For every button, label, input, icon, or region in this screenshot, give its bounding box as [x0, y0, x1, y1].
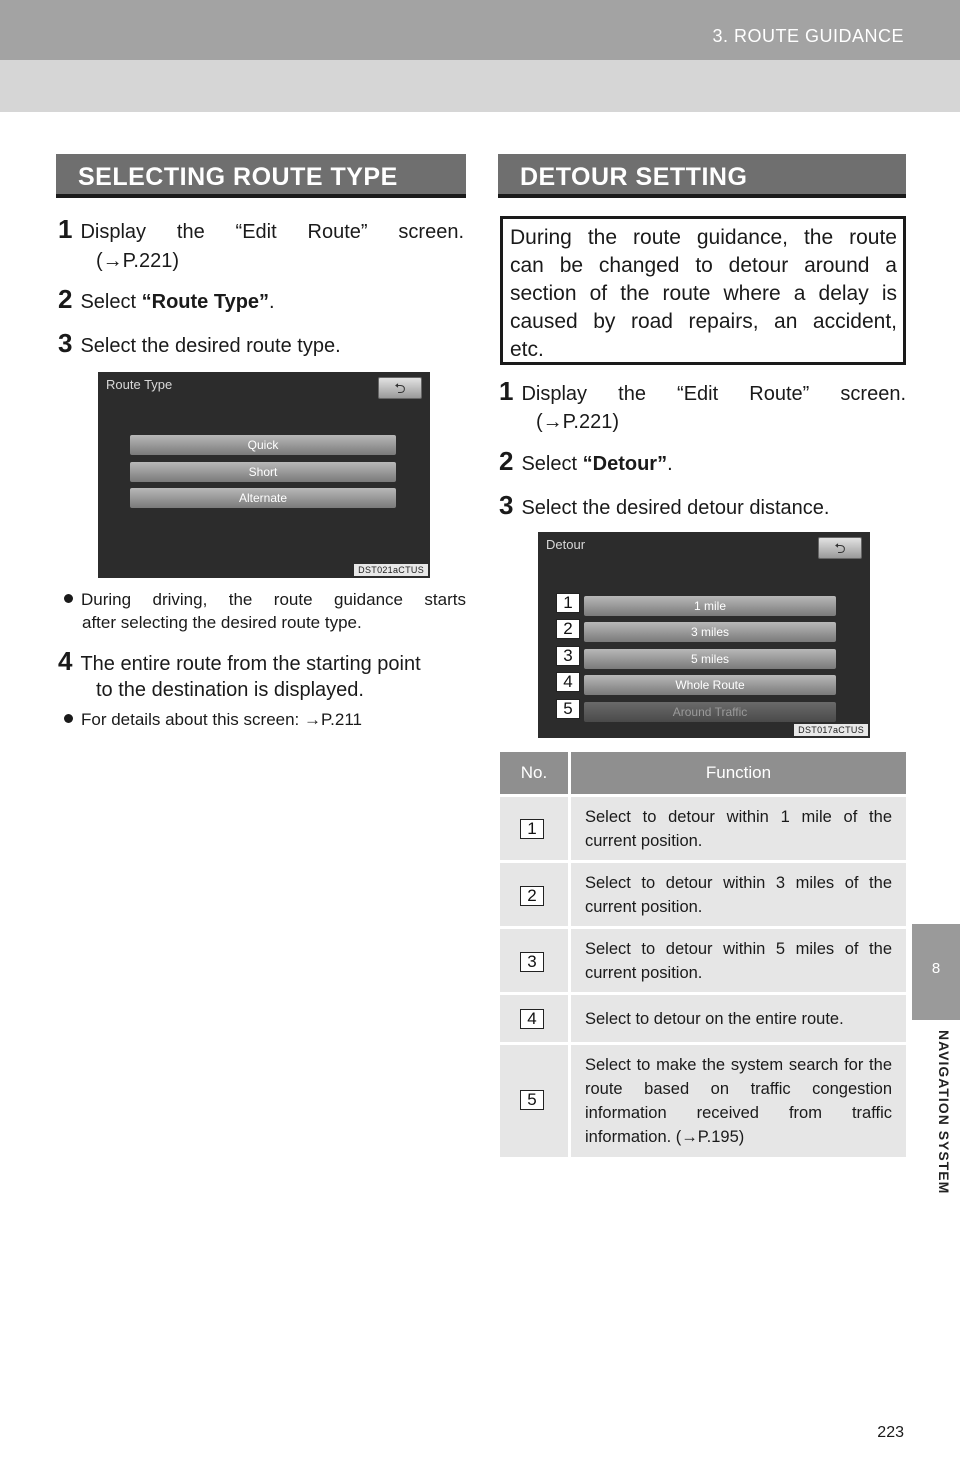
row-number-cell: [500, 995, 571, 1042]
step-text-end: .: [269, 291, 275, 313]
left-bullet-1: [62, 588, 466, 612]
section-number: 8: [931, 960, 941, 977]
detour-5-miles-button[interactable]: 5 miles: [584, 649, 836, 669]
intro-line: can be changed to detour around a: [510, 254, 897, 277]
step-text-end: .: [667, 453, 673, 475]
callout-4: 4: [556, 672, 580, 692]
row-number-tag: 1: [520, 819, 544, 839]
row-function-text: Select to detour on the entire route.: [585, 1009, 844, 1028]
row-number-cell: [500, 929, 571, 992]
detour-3-miles-button[interactable]: 3 miles: [584, 622, 836, 642]
step-number: 1: [58, 214, 73, 244]
left-step-3: [58, 328, 341, 361]
step-number: 3: [58, 328, 73, 358]
left-bullet-2: [62, 708, 362, 732]
row-number-tag: 2: [520, 886, 544, 906]
detour-function-table: [500, 752, 906, 1157]
row-function-text: Select to detour within 3 miles of the current position.: [585, 873, 892, 916]
row-number-cell: [500, 797, 571, 860]
table-header: [500, 752, 906, 794]
left-step-1-ref: (→P.221): [96, 250, 180, 272]
callout-1: 1: [556, 593, 580, 613]
step-number: 4: [58, 646, 73, 676]
callout-3: 3: [556, 646, 580, 666]
row-function-cell: [571, 1045, 906, 1157]
step-number: 3: [499, 490, 514, 520]
step-number: 2: [499, 446, 514, 476]
row-number-cell: [500, 863, 571, 926]
row-function-text: Select to make the system search for the route based on traffic congestion information received from traffic information. (→P.195): [585, 1056, 892, 1146]
table-row: [500, 1042, 906, 1157]
detour-whole-route-button[interactable]: Whole Route: [584, 675, 836, 695]
row-function-cell: [571, 863, 906, 926]
step-text: Display the “Edit Route” screen.: [521, 383, 906, 405]
callout-2: 2: [556, 619, 580, 639]
intro-line: caused by road repairs, an accident,: [510, 310, 897, 333]
route-type-label: “Route Type”: [141, 291, 270, 313]
table-row: [500, 992, 906, 1042]
row-number-tag: 3: [520, 952, 544, 972]
image-code: DST017aCTUS: [794, 724, 868, 736]
intro-line: During the route guidance, the route: [510, 226, 897, 249]
row-function-cell: [571, 995, 906, 1042]
section-label: NAVIGATION SYSTEM: [936, 1030, 952, 1195]
row-function-cell: [571, 797, 906, 860]
header-subband: [0, 60, 960, 112]
row-number-tag: 4: [520, 1009, 544, 1029]
heading-selecting-route-type: SELECTING ROUTE TYPE: [56, 154, 466, 198]
step-number: 2: [58, 284, 73, 314]
left-step-2: [58, 284, 275, 317]
page-number: 223: [877, 1424, 904, 1441]
table-row: [500, 926, 906, 992]
step-number: 1: [499, 376, 514, 406]
right-step-1: [499, 376, 906, 409]
bullet-dot: [64, 714, 73, 723]
row-number-cell: [500, 1045, 571, 1157]
row-function-cell: [571, 929, 906, 992]
screen-title: Detour: [546, 537, 586, 552]
detour-around-traffic-button[interactable]: Around Traffic: [584, 702, 836, 722]
bullet-dot: [64, 594, 73, 603]
left-step-4-cont: to the destination is displayed.: [96, 679, 364, 701]
intro-line: etc.: [510, 338, 544, 361]
chapter-title: 3. ROUTE GUIDANCE: [712, 26, 904, 46]
screen-title: Route Type: [106, 377, 173, 392]
header-no: No.: [500, 752, 571, 794]
back-button[interactable]: ⮌: [818, 537, 862, 559]
detour-intro-box: [500, 216, 906, 365]
right-step-2: [499, 446, 673, 479]
row-function-text: Select to detour within 5 miles of the current position.: [585, 939, 892, 982]
step-text: Select the desired detour distance.: [521, 497, 830, 519]
right-step-1-ref: (→P.221): [536, 411, 620, 433]
right-step-3: [499, 490, 829, 523]
header-function: Function: [705, 763, 772, 782]
left-step-1: [58, 214, 464, 247]
alternate-button[interactable]: Alternate: [130, 488, 396, 508]
route-type-screenshot: [98, 372, 430, 578]
intro-line: section of the route where a delay is: [510, 282, 897, 305]
section-tab: [912, 924, 960, 1020]
step-text: The entire route from the starting point: [80, 653, 421, 675]
row-function-text: Select to detour within 1 mile of the current position.: [585, 807, 892, 850]
short-button[interactable]: Short: [130, 462, 396, 482]
detour-1-mile-button[interactable]: 1 mile: [584, 596, 836, 616]
row-number-tag: 5: [520, 1090, 544, 1110]
back-button[interactable]: ⮌: [378, 377, 422, 399]
image-code: DST021aCTUS: [354, 564, 428, 576]
table-row: [500, 860, 906, 926]
callout-5: 5: [556, 699, 580, 719]
step-text: Select: [521, 453, 583, 475]
detour-screenshot: [538, 532, 870, 738]
quick-button[interactable]: Quick: [130, 435, 396, 455]
step-text: Select the desired route type.: [80, 335, 341, 357]
table-row: [500, 794, 906, 860]
bullet-text: During driving, the route guidance starts: [81, 590, 466, 609]
detour-label: “Detour”: [582, 453, 668, 475]
left-bullet-1-cont: after selecting the desired route type.: [82, 613, 362, 632]
bullet-text: For details about this screen: →P.211: [81, 710, 362, 729]
step-text: Select: [80, 291, 142, 313]
heading-detour-setting: DETOUR SETTING: [498, 154, 906, 198]
step-text: Display the “Edit Route” screen.: [80, 221, 464, 243]
